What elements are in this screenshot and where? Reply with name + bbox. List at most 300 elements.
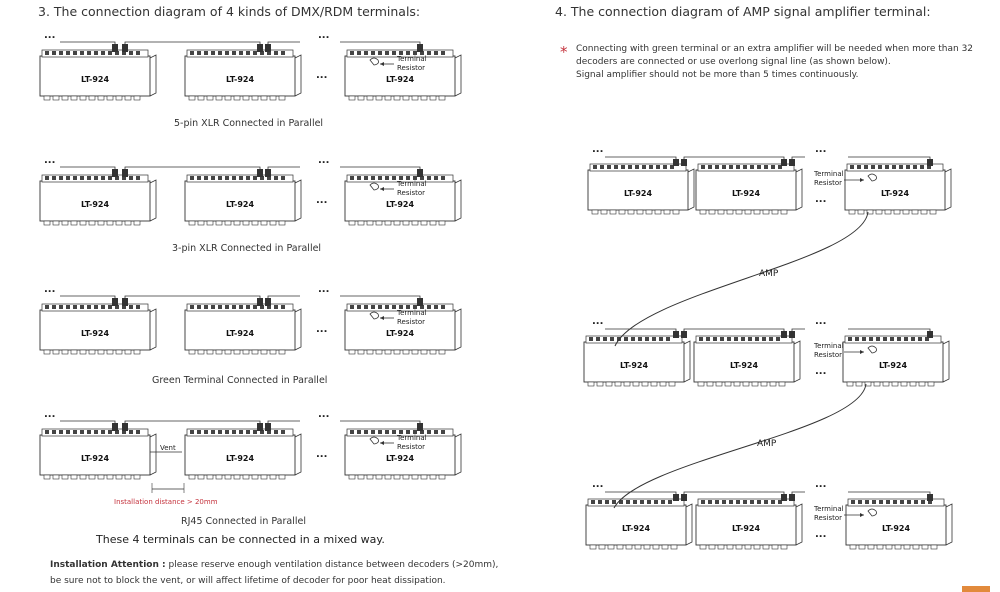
connector-pin (225, 51, 229, 55)
bottom-terminal (901, 382, 907, 386)
xlr-plug-icon (673, 159, 679, 166)
bottom-terminal (261, 475, 267, 479)
connector-pin (129, 176, 133, 180)
amp-note-line1: Connecting with green terminal or an extra amplifier will be needed when more than 32 (576, 44, 974, 54)
bottom-terminal (376, 221, 382, 225)
bottom-terminal (279, 221, 285, 225)
leading-ellipsis: ... (44, 409, 56, 420)
connector-pin (274, 305, 278, 309)
bottom-terminal (44, 96, 50, 100)
connector-pin (73, 51, 77, 55)
lt924-device-s3-r4-c2 (185, 429, 301, 479)
signal-cable (340, 421, 420, 430)
bottom-terminal (71, 475, 77, 479)
bottom-terminal (243, 96, 249, 100)
bottom-terminal (385, 96, 391, 100)
leading-ellipsis: ... (592, 144, 604, 155)
bottom-terminal (718, 545, 724, 549)
caption-green-terminal: Green Terminal Connected in Parallel (152, 375, 328, 386)
bottom-terminal (98, 475, 104, 479)
connector-pin (94, 430, 98, 434)
lt924-device-s3-r2-c1 (40, 175, 156, 225)
connector-pin (621, 165, 625, 169)
connector-pin (350, 305, 354, 309)
bottom-terminal (599, 545, 605, 549)
bottom-terminal (859, 545, 865, 549)
connector-pin (350, 176, 354, 180)
connector-pin (729, 500, 733, 504)
connector-pin (392, 430, 396, 434)
bottom-terminal (116, 96, 122, 100)
bottom-terminal (216, 350, 222, 354)
bottom-terminal (198, 96, 204, 100)
bottom-terminal (89, 96, 95, 100)
connector-pin (878, 165, 882, 169)
connector-pin (197, 305, 201, 309)
connector-pin (638, 337, 642, 341)
resistor-label: Resistor (397, 443, 425, 451)
connector-pin (197, 176, 201, 180)
connector-pin (743, 165, 747, 169)
connector-pin (204, 305, 208, 309)
connector-pin (736, 165, 740, 169)
connector-pin (211, 51, 215, 55)
connector-pin (750, 500, 754, 504)
connector-pin (136, 176, 140, 180)
connector-pin (101, 430, 105, 434)
device-label: LT-924 (385, 200, 415, 209)
signal-cable (125, 296, 260, 305)
bottom-terminal (745, 210, 751, 214)
device-label: LT-924 (731, 189, 761, 198)
bottom-terminal (207, 221, 213, 225)
signal-cable (268, 167, 300, 176)
bottom-terminal (660, 382, 666, 386)
signal-cable (60, 421, 115, 430)
bottom-terminal (252, 96, 258, 100)
connector-pin (378, 176, 382, 180)
bottom-terminal (279, 475, 285, 479)
connector-pin (642, 165, 646, 169)
connector-pin (136, 305, 140, 309)
lt924-device-s4-r3-c2 (696, 499, 802, 549)
connector-pin (434, 430, 438, 434)
connector-pin (610, 337, 614, 341)
connector-pin (872, 500, 876, 504)
bottom-terminal (644, 545, 650, 549)
device-label: LT-924 (80, 200, 110, 209)
bottom-terminal (886, 545, 892, 549)
leading-ellipsis: ... (44, 284, 56, 295)
bottom-terminal (216, 475, 222, 479)
resistor-label: Resistor (397, 318, 425, 326)
amp-note-line2: decoders are connected or use overlong signal line (as shown below). (576, 57, 891, 67)
connector-pin (434, 305, 438, 309)
bottom-terminal (910, 382, 916, 386)
bottom-terminal (754, 210, 760, 214)
connector-pin (921, 500, 925, 504)
connector-pin (427, 430, 431, 434)
connector-pin (603, 337, 607, 341)
connector-pin (108, 51, 112, 55)
connector-pin (918, 337, 922, 341)
connector-pin (52, 176, 56, 180)
connector-pin (232, 430, 236, 434)
bottom-terminal (895, 545, 901, 549)
bottom-terminal (53, 475, 59, 479)
connector-pin (720, 337, 724, 341)
connector-pin (715, 165, 719, 169)
amp-cable (614, 384, 866, 508)
bottom-terminal (601, 210, 607, 214)
bottom-terminal (134, 221, 140, 225)
lt924-device-s3-r3-c1 (40, 304, 156, 354)
lt924-device-s4-r1-c2 (696, 164, 802, 214)
leading-ellipsis: ... (44, 30, 56, 41)
xlr-plug-icon (781, 494, 787, 501)
device-label: LT-924 (225, 200, 255, 209)
connector-pin (869, 337, 873, 341)
note-star-icon: * (560, 43, 568, 61)
terminal-label: Terminal (814, 342, 844, 350)
bottom-terminal (62, 96, 68, 100)
connector-pin (385, 176, 389, 180)
bottom-terminal (904, 545, 910, 549)
connector-pin (392, 176, 396, 180)
bottom-terminal (734, 382, 740, 386)
connector-pin (378, 305, 382, 309)
device-side (688, 169, 694, 210)
connector-pin (434, 51, 438, 55)
bottom-terminal (349, 350, 355, 354)
connector-pin (52, 51, 56, 55)
bottom-terminal (270, 475, 276, 479)
bottom-terminal (385, 350, 391, 354)
middle-ellipsis: ... (316, 449, 328, 460)
xlr-plug-icon (681, 159, 687, 166)
bottom-terminal (279, 96, 285, 100)
connector-pin (101, 51, 105, 55)
bottom-terminal (412, 221, 418, 225)
connector-pin (129, 430, 133, 434)
bottom-terminal (107, 350, 113, 354)
connector-pin (666, 337, 670, 341)
connector-pin (441, 51, 445, 55)
connector-pin (668, 500, 672, 504)
connector-pin (129, 51, 133, 55)
connector-pin (899, 165, 903, 169)
connector-pin (612, 500, 616, 504)
resistor-label: Resistor (814, 514, 842, 522)
connector-pin (232, 51, 236, 55)
bottom-terminal (80, 221, 86, 225)
bottom-terminal (709, 545, 715, 549)
bottom-terminal (225, 475, 231, 479)
device-side (295, 309, 301, 350)
bottom-terminal (928, 382, 934, 386)
connector-pin (218, 430, 222, 434)
green-plug-icon (257, 298, 263, 306)
connector-pin (722, 165, 726, 169)
bottom-terminal (261, 96, 267, 100)
bottom-terminal (671, 545, 677, 549)
bottom-terminal (125, 221, 131, 225)
connector-pin (885, 165, 889, 169)
green-plug-icon (122, 298, 128, 306)
bottom-terminal (279, 350, 285, 354)
connector-pin (211, 430, 215, 434)
connector-pin (218, 51, 222, 55)
xlr5-plug-icon (112, 44, 118, 52)
connector-pin (253, 430, 257, 434)
device-label: LT-924 (619, 361, 649, 370)
bottom-terminal (592, 210, 598, 214)
bottom-terminal (367, 475, 373, 479)
bottom-terminal (107, 475, 113, 479)
connector-pin (904, 337, 908, 341)
bottom-terminal (439, 350, 445, 354)
bottom-terminal (664, 210, 670, 214)
bottom-terminal (125, 475, 131, 479)
lt924-device-s4-r2-c3 (843, 336, 949, 386)
connector-pin (911, 337, 915, 341)
bottom-terminal (642, 382, 648, 386)
bottom-terminal (850, 545, 856, 549)
connector-pin (862, 337, 866, 341)
bottom-terminal (847, 382, 853, 386)
terminal-label: Terminal (397, 309, 427, 317)
bottom-terminal (243, 475, 249, 479)
bottom-terminal (107, 221, 113, 225)
bottom-terminal (617, 545, 623, 549)
bottom-terminal (89, 350, 95, 354)
connector-pin (715, 500, 719, 504)
connector-pin (701, 500, 705, 504)
connector-pin (59, 51, 63, 55)
bottom-terminal (655, 210, 661, 214)
connector-pin (239, 305, 243, 309)
leading-ellipsis: ... (44, 155, 56, 166)
connector-pin (600, 165, 604, 169)
connector-pin (136, 51, 140, 55)
bottom-terminal (358, 96, 364, 100)
connector-pin (441, 305, 445, 309)
bottom-terminal (62, 475, 68, 479)
xlr-plug-icon (681, 494, 687, 501)
bottom-terminal (745, 545, 751, 549)
connector-pin (864, 165, 868, 169)
bottom-terminal (198, 475, 204, 479)
connector-pin (371, 305, 375, 309)
connector-pin (851, 500, 855, 504)
bottom-terminal (761, 382, 767, 386)
connector-pin (883, 337, 887, 341)
connector-pin (59, 176, 63, 180)
xlr3-plug-icon (417, 169, 423, 177)
bottom-terminal (216, 96, 222, 100)
connector-pin (232, 176, 236, 180)
bottom-terminal (781, 545, 787, 549)
bottom-terminal (89, 475, 95, 479)
connector-pin (741, 337, 745, 341)
lt924-device-s3-r2-c2 (185, 175, 301, 225)
connector-pin (656, 165, 660, 169)
device-label: LT-924 (225, 75, 255, 84)
bottom-terminal (931, 545, 937, 549)
bottom-terminal (71, 221, 77, 225)
connector-pin (701, 165, 705, 169)
bottom-terminal (700, 210, 706, 214)
connector-pin (631, 337, 635, 341)
connector-pin (197, 430, 201, 434)
connector-pin (101, 176, 105, 180)
connector-pin (727, 337, 731, 341)
middle-ellipsis: ... (316, 195, 328, 206)
bottom-terminal (80, 475, 86, 479)
xlr-plug-icon (781, 159, 787, 166)
connector-pin (357, 430, 361, 434)
connector-pin (190, 176, 194, 180)
connector-pin (232, 305, 236, 309)
resistor-label: Resistor (814, 179, 842, 187)
connector-pin (385, 305, 389, 309)
bottom-terminal (725, 382, 731, 386)
bottom-terminal (349, 221, 355, 225)
bottom-terminal (885, 210, 891, 214)
lt924-device-s3-r1-c2 (185, 50, 301, 100)
xlr-plug-icon (789, 331, 795, 338)
connector-pin (897, 337, 901, 341)
connector-pin (190, 430, 194, 434)
bottom-terminal (698, 382, 704, 386)
connector-pin (225, 305, 229, 309)
device-label: LT-924 (623, 189, 653, 198)
bottom-terminal (134, 475, 140, 479)
bottom-terminal (635, 545, 641, 549)
bottom-terminal (116, 350, 122, 354)
connector-pin (80, 430, 84, 434)
connector-pin (66, 51, 70, 55)
bottom-terminal (619, 210, 625, 214)
connector-pin (713, 337, 717, 341)
bottom-terminal (376, 475, 382, 479)
bottom-terminal (234, 221, 240, 225)
bottom-terminal (858, 210, 864, 214)
bottom-terminal (367, 96, 373, 100)
lt924-device-s3-r1-c1 (40, 50, 156, 100)
connector-pin (94, 51, 98, 55)
bottom-terminal (673, 210, 679, 214)
device-label: LT-924 (621, 524, 651, 533)
bottom-terminal (439, 221, 445, 225)
xlr3-plug-icon (112, 169, 118, 177)
connector-pin (734, 337, 738, 341)
connector-pin (218, 176, 222, 180)
bottom-terminal (763, 545, 769, 549)
bottom-terminal (358, 475, 364, 479)
middle-ellipsis: ... (815, 529, 827, 540)
lt924-device-s4-r1-c3 (845, 164, 951, 214)
connector-pin (614, 165, 618, 169)
bottom-terminal (716, 382, 722, 386)
bottom-terminal (189, 350, 195, 354)
connector-pin (281, 305, 285, 309)
device-side (943, 341, 949, 382)
connector-pin (52, 305, 56, 309)
connector-pin (225, 176, 229, 180)
device-side (946, 504, 952, 545)
connector-pin (45, 430, 49, 434)
bottom-terminal (637, 210, 643, 214)
connector-pin (94, 305, 98, 309)
connector-pin (764, 165, 768, 169)
bottom-terminal (922, 545, 928, 549)
connector-pin (197, 51, 201, 55)
bottom-terminal (430, 475, 436, 479)
installation-attention (50, 560, 498, 570)
connector-pin (605, 500, 609, 504)
bottom-terminal (53, 350, 59, 354)
bottom-terminal (270, 350, 276, 354)
bottom-terminal (653, 545, 659, 549)
device-side (796, 504, 802, 545)
connector-pin (190, 305, 194, 309)
green-plug-icon (265, 298, 271, 306)
bottom-terminal (349, 96, 355, 100)
connector-pin (239, 51, 243, 55)
xlr-plug-icon (927, 331, 933, 338)
connector-pin (876, 337, 880, 341)
connector-pin (647, 500, 651, 504)
bottom-terminal (718, 210, 724, 214)
device-label: LT-924 (80, 75, 110, 84)
connector-pin (920, 165, 924, 169)
section3-title: 3. The connection diagram of 4 kinds of DMX/RDM terminals: (38, 4, 421, 19)
connector-pin (371, 430, 375, 434)
connector-pin (73, 430, 77, 434)
connector-pin (211, 176, 215, 180)
bottom-terminal (385, 475, 391, 479)
connector-pin (722, 500, 726, 504)
bottom-terminal (234, 475, 240, 479)
connector-pin (371, 51, 375, 55)
bottom-terminal (727, 210, 733, 214)
bottom-terminal (107, 96, 113, 100)
device-label: LT-924 (80, 329, 110, 338)
connector-pin (699, 337, 703, 341)
bottom-terminal (430, 221, 436, 225)
signal-cable (125, 167, 260, 176)
bottom-terminal (868, 545, 874, 549)
device-side (150, 309, 156, 350)
connector-pin (45, 51, 49, 55)
connector-pin (108, 430, 112, 434)
connector-pin (663, 165, 667, 169)
connector-pin (649, 165, 653, 169)
bottom-terminal (754, 545, 760, 549)
bottom-terminal (707, 382, 713, 386)
bottom-terminal (207, 96, 213, 100)
xlr-plug-icon (781, 331, 787, 338)
connector-pin (190, 51, 194, 55)
xlr-plug-icon (673, 494, 679, 501)
connector-pin (281, 176, 285, 180)
bottom-terminal (421, 350, 427, 354)
connector-pin (274, 430, 278, 434)
device-side (455, 55, 461, 96)
connector-pin (87, 305, 91, 309)
bottom-terminal (376, 96, 382, 100)
